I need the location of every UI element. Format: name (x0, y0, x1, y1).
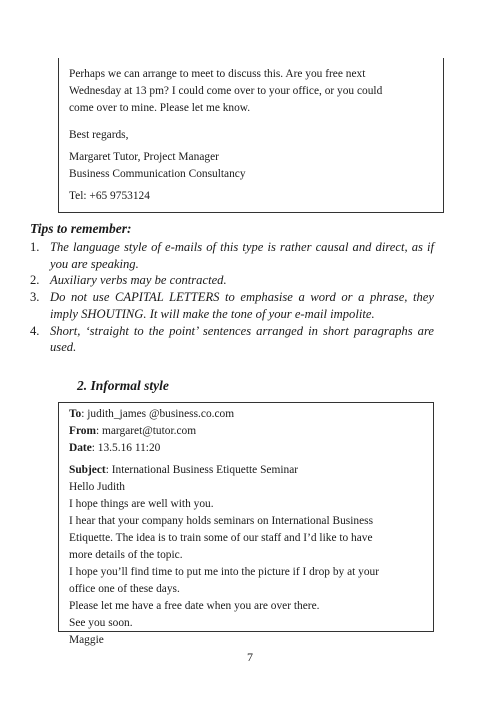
email-subject (69, 462, 423, 479)
email-line: See you soon. (69, 617, 133, 629)
email-line: office one of these days. (69, 583, 180, 595)
tip-text: Do not use CAPITAL LETTERS to emphasise a word or a phrase, they imply SHOUTING. It will make the tone of your e-mail impolite. (50, 290, 434, 321)
email-date (69, 440, 423, 457)
to-label: To (69, 408, 82, 420)
page-number: 7 (247, 650, 253, 664)
subject-value: : International Business Etiquette Seminar (105, 464, 299, 476)
email-line: Etiquette. The idea is to train some of our staff and I’d like to have (69, 532, 373, 544)
subject-label: Subject (69, 464, 106, 476)
email-line: more details of the topic. (69, 549, 183, 561)
tip-text: The language style of e-mails of this type is rather causal and direct, as if you are speaking. (50, 240, 434, 271)
section-title: 2. Informal style (77, 378, 169, 393)
letter-line: Wednesday at 13 pm? I could come over to your office, or you could (69, 85, 383, 97)
date-value: : 13.5.16 11:20 (91, 442, 161, 454)
tip-item (30, 272, 434, 289)
tip-text: Short, ‘straight to the point’ sentences arranged in short paragraphs are used. (50, 323, 434, 355)
letter-box (58, 58, 444, 213)
date-label: Date (69, 442, 92, 454)
signature-line: Margaret Tutor, Project Manager (69, 151, 219, 163)
from-label: From (69, 425, 96, 437)
email-line: Please let me have a free date when you are over there. (69, 600, 320, 612)
to-value: : judith_james @business.co.com (81, 408, 235, 420)
email-to (69, 406, 423, 423)
email-box (58, 402, 434, 646)
letter-closing: Best regards, (69, 129, 129, 141)
from-value: : margaret@tutor.com (96, 425, 197, 437)
email-from (69, 423, 423, 440)
email-line: I hope you’ll find time to put me into the picture if I drop by at your (69, 566, 380, 578)
email-line: Maggie (69, 634, 104, 646)
signature-line: Tel: +65 9753124 (69, 190, 150, 202)
tip-item (30, 289, 434, 322)
tip-item (30, 323, 434, 356)
tips-title: Tips to remember: (30, 221, 132, 236)
email-line: I hope things are well with you. (69, 498, 214, 510)
tip-number: 1. (30, 240, 40, 254)
signature-line: Business Communication Consultancy (69, 168, 246, 180)
letter-line: Perhaps we can arrange to meet to discuss this. Are you free next (69, 68, 366, 80)
tip-number: 4. (30, 323, 40, 338)
tip-number: 3. (30, 290, 40, 305)
tip-item (30, 239, 434, 272)
tips-list (30, 239, 434, 356)
email-line: Hello Judith (69, 481, 126, 493)
letter-line: come over to mine. Please let me know. (69, 102, 251, 114)
email-line: I hear that your company holds seminars on International Business (69, 515, 373, 527)
tip-text: Auxiliary verbs may be contracted. (50, 273, 227, 288)
tip-number: 2. (30, 273, 40, 288)
